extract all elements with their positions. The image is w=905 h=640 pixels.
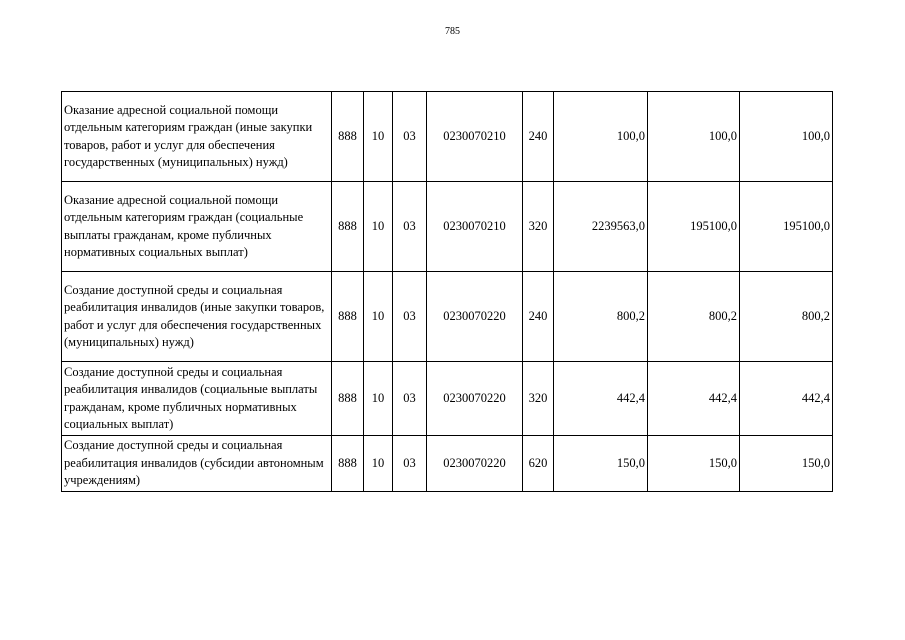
row-description: Оказание адресной социальной помощи отдельным категориям граждан (иные закупки товаров, работ и услуг для обеспечения государственных (муниципальных) нужд) bbox=[62, 92, 332, 182]
section-code: 10 bbox=[364, 92, 393, 182]
amount-1: 150,0 bbox=[554, 436, 648, 492]
subsection-code: 03 bbox=[393, 362, 427, 436]
ministry-code: 888 bbox=[332, 92, 364, 182]
amount-3: 100,0 bbox=[740, 92, 833, 182]
section-code: 10 bbox=[364, 272, 393, 362]
amount-3: 442,4 bbox=[740, 362, 833, 436]
target-article-code: 0230070220 bbox=[427, 436, 523, 492]
amount-2: 100,0 bbox=[648, 92, 740, 182]
expense-type-code: 620 bbox=[523, 436, 554, 492]
amount-1: 442,4 bbox=[554, 362, 648, 436]
table-row bbox=[62, 362, 833, 436]
expense-type-code: 320 bbox=[523, 182, 554, 272]
amount-1: 100,0 bbox=[554, 92, 648, 182]
amount-2: 195100,0 bbox=[648, 182, 740, 272]
section-code: 10 bbox=[364, 182, 393, 272]
subsection-code: 03 bbox=[393, 436, 427, 492]
amount-3: 800,2 bbox=[740, 272, 833, 362]
section-code: 10 bbox=[364, 436, 393, 492]
amount-1: 2239563,0 bbox=[554, 182, 648, 272]
expense-type-code: 240 bbox=[523, 92, 554, 182]
table-row bbox=[62, 272, 833, 362]
budget-table bbox=[61, 91, 833, 492]
amount-2: 800,2 bbox=[648, 272, 740, 362]
target-article-code: 0230070210 bbox=[427, 182, 523, 272]
section-code: 10 bbox=[364, 362, 393, 436]
amount-2: 150,0 bbox=[648, 436, 740, 492]
subsection-code: 03 bbox=[393, 182, 427, 272]
row-description: Создание доступной среды и социальная реабилитация инвалидов (социальные выплаты гражданам, кроме публичных нормативных социальных выплат) bbox=[62, 362, 332, 436]
amount-2: 442,4 bbox=[648, 362, 740, 436]
page-number: 785 bbox=[445, 26, 460, 37]
target-article-code: 0230070220 bbox=[427, 272, 523, 362]
expense-type-code: 320 bbox=[523, 362, 554, 436]
ministry-code: 888 bbox=[332, 182, 364, 272]
ministry-code: 888 bbox=[332, 272, 364, 362]
table-row bbox=[62, 92, 833, 182]
subsection-code: 03 bbox=[393, 92, 427, 182]
target-article-code: 0230070220 bbox=[427, 362, 523, 436]
amount-1: 800,2 bbox=[554, 272, 648, 362]
table-row bbox=[62, 436, 833, 492]
table-row bbox=[62, 182, 833, 272]
subsection-code: 03 bbox=[393, 272, 427, 362]
ministry-code: 888 bbox=[332, 436, 364, 492]
expense-type-code: 240 bbox=[523, 272, 554, 362]
row-description: Создание доступной среды и социальная реабилитация инвалидов (иные закупки товаров, работ и услуг для обеспечения государственных (муниципальных) нужд) bbox=[62, 272, 332, 362]
target-article-code: 0230070210 bbox=[427, 92, 523, 182]
ministry-code: 888 bbox=[332, 362, 364, 436]
amount-3: 195100,0 bbox=[740, 182, 833, 272]
row-description: Оказание адресной социальной помощи отдельным категориям граждан (социальные выплаты гражданам, кроме публичных нормативных социальных выплат) bbox=[62, 182, 332, 272]
amount-3: 150,0 bbox=[740, 436, 833, 492]
row-description: Создание доступной среды и социальная реабилитация инвалидов (субсидии автономным учреждениям) bbox=[62, 436, 332, 492]
